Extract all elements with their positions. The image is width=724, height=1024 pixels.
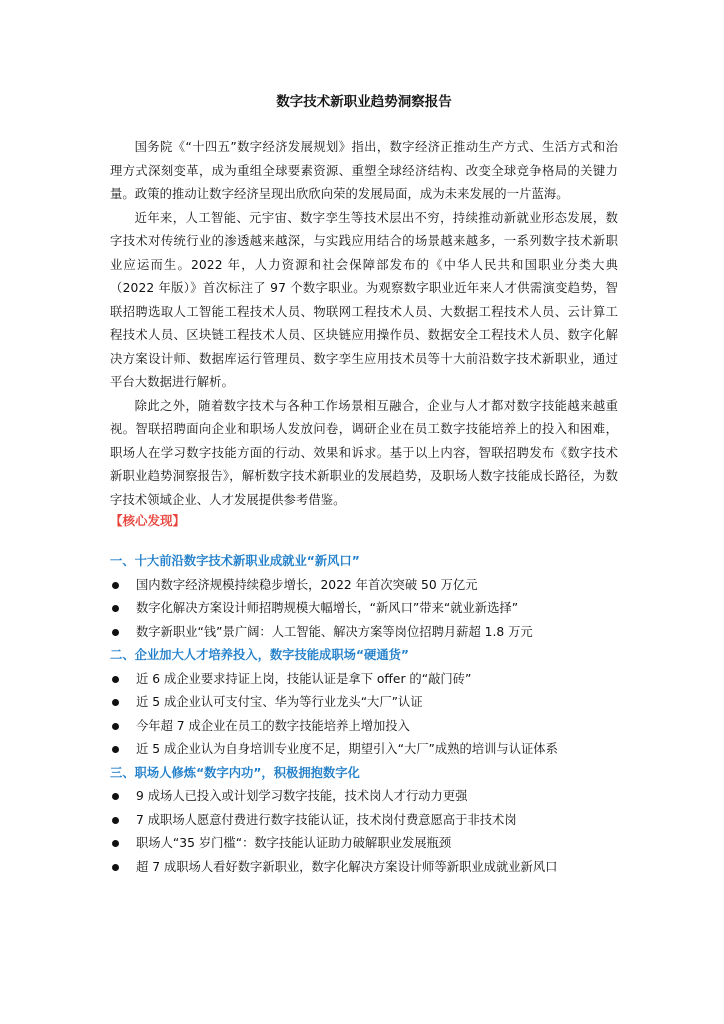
- intro-paragraph-3: 除此之外，随着数字技术与各种工作场景相互融合，企业与人才都对数字技能越来越重视。智联招聘面向企业和职场人发放问卷，调研企业在员工数字技能培养上的投入和困难，职场人在学习数字技能方面的行动、效果和诉求。基于以上内容，智联招聘发布《数字技术新职业趋势洞察报告》，解析数字技术新职业的发展趋势，及职场人数字技能成长路径，为数字技术领域企业、人才发展提供参考借鉴。: [110, 398, 618, 507]
- bullet-icon: [110, 785, 136, 809]
- section-heading: 三、职场人修炼“数字内功”，积极拥抱数字化: [110, 765, 360, 780]
- finding-section-1: [110, 550, 618, 644]
- list-item-text: 超 7 成职场人看好数字新职业，数字化解决方案设计师等新职业成就业新风口: [136, 859, 558, 874]
- core-findings-label: 【核心发现】: [110, 513, 186, 528]
- bullet-icon: [110, 715, 136, 739]
- intro-body: [110, 136, 618, 512]
- list-item-text: 数字新职业“钱”景广阔：人工智能、解决方案等岗位招聘月薪超 1.8 万元: [136, 624, 533, 639]
- list-item-text: 今年超 7 成企业在员工的数字技能培养上增加投入: [136, 718, 410, 733]
- list-item-text: 9 成场人已投入或计划学习数字技能，技术岗人才行动力更强: [136, 789, 468, 803]
- list-item-text: 近 5 成企业认为自身培训专业度不足，期望引入“大厂”成熟的培训与认证体系: [136, 742, 558, 756]
- list-item: [110, 785, 618, 809]
- list-item: [110, 738, 618, 762]
- intro-paragraph-1: 国务院《“十四五”数字经济发展规划》指出，数字经济正推动生产方式、生活方式和治理方式深刻变革，成为重组全球要素资源、重塑全球经济结构、改变全球竞争格局的关键力量。政策的推动让数字经济呈现出欣欣向荣的发展局面，成为未来发展的一片蓝海。: [110, 140, 618, 201]
- section-heading: 一、十大前沿数字技术新职业成就业“新风口”: [110, 554, 360, 568]
- bullet-icon: [110, 574, 136, 598]
- bullet-icon: [110, 809, 136, 833]
- intro-paragraph-2: 近年来，人工智能、元宇宙、数字孪生等技术层出不穷，持续推动新就业形态发展，数字技术对传统行业的渗透越来越深，与实践应用结合的场景越来越多，一系列数字技术新职业应运而生。2022 年，人力资源和社会保障部发布的《中华人民共和国职业分类大典（2022 年版）》首次标注了 97 个数字职业。为观察数字职业近年来人才供需演变趋势，智联招聘选取人工智能工程技术人员、物联网工程技术人员、大数据工程技术人员、云计算工程技术人员、区块链工程技术人员、区块链应用操作员、数据安全工程技术人员、数字化解决方案设计师、数据库运行管理员、数字孪生应用技术员等十大前沿数字技术新职业，通过平台大数据进行解析。: [110, 210, 618, 389]
- list-item: [110, 691, 618, 715]
- bullet-icon: [110, 668, 136, 692]
- list-item-text: 近 6 成企业要求持证上岗，技能认证是拿下 offer 的“敲门砖”: [136, 671, 472, 686]
- list-item: [110, 832, 618, 856]
- list-item: [110, 809, 618, 833]
- bullet-icon: [110, 738, 136, 762]
- bullet-icon: [110, 691, 136, 715]
- core-findings: [110, 550, 618, 879]
- list-item: [110, 574, 618, 598]
- list-item: [110, 715, 618, 739]
- bullet-icon: [110, 621, 136, 645]
- list-item-text: 职场人“35 岁门槛“：数字技能认证助力破解职业发展瓶颈: [136, 836, 452, 850]
- finding-section-2: [110, 644, 618, 762]
- list-item: [110, 856, 618, 880]
- bullet-icon: [110, 832, 136, 856]
- bullet-icon: [110, 856, 136, 880]
- list-item-text: 数字化解决方案设计师招聘规模大幅增长，“新风口”带来“就业新选择”: [136, 601, 519, 615]
- list-item: [110, 621, 618, 645]
- bullet-icon: [110, 597, 136, 621]
- list-item: [110, 597, 618, 621]
- list-item: [110, 668, 618, 692]
- list-item-text: 近 5 成企业认可支付宝、华为等行业龙头“大厂”认证: [136, 695, 423, 709]
- document-title: 数字技术新职业趋势洞察报告: [276, 94, 452, 110]
- finding-section-3: [110, 762, 618, 880]
- section-heading: 二、企业加大人才培养投入，数字技能成职场“硬通货”: [110, 648, 409, 662]
- list-item-text: 7 成职场人愿意付费进行数字技能认证，技术岗付费意愿高于非技术岗: [136, 812, 517, 827]
- list-item-text: 国内数字经济规模持续稳步增长，2022 年首次突破 50 万亿元: [136, 577, 478, 592]
